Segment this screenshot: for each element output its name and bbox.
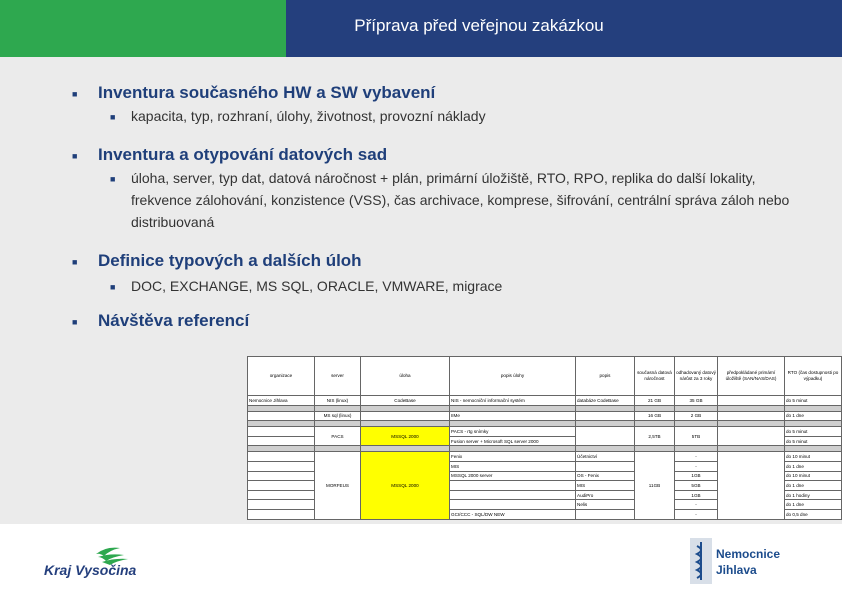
- table-cell: do 1 dne: [785, 500, 842, 510]
- table-cell: PACS: [315, 427, 361, 446]
- table-cell: [248, 411, 315, 421]
- table-header-cell: popis úlohy: [450, 357, 576, 396]
- header-green-block: [0, 0, 286, 57]
- table-cell: NIS (linux): [315, 396, 361, 406]
- table-cell: -: [675, 461, 718, 471]
- table-cell: do 1 dne: [785, 461, 842, 471]
- reference-table: [247, 356, 842, 520]
- table-cell: 5TB: [675, 427, 718, 446]
- table-cell: [248, 461, 315, 471]
- table-cell: 2,5TB: [635, 427, 675, 446]
- table-cell: do 0,5 dne: [785, 509, 842, 519]
- table-cell: GCI/CCC - SQL/DW NEW: [450, 509, 576, 519]
- table-cell: MIS: [450, 461, 576, 471]
- table-cell: AudiPro: [576, 490, 635, 500]
- bullet-subitem: kapacita, typ, rozhraní, úlohy, životnost, provozní náklady: [131, 108, 486, 124]
- bullet-square-icon: ■: [72, 151, 78, 161]
- table-cell: MS sql (linux): [315, 411, 361, 421]
- table-row: [248, 452, 842, 462]
- table-cell: do 1 dne: [785, 481, 842, 491]
- table-row: [248, 427, 842, 437]
- table-cell: [576, 411, 635, 421]
- table-cell: Účetnictví: [576, 452, 635, 462]
- bullet-heading: Inventura současného HW a SW vybavení: [98, 83, 436, 102]
- table-cell: Fusion server + Microsoft SQL server 2000: [450, 436, 576, 446]
- bullet-heading: Návštěva referencí: [98, 311, 250, 330]
- table-cell: do 5 minut: [785, 436, 842, 446]
- table-cell: 11GB: [635, 452, 675, 519]
- table-cell: MSSQL 2000 server: [450, 471, 576, 481]
- table-cell: [576, 461, 635, 471]
- table-cell: 5GB: [675, 481, 718, 491]
- table-cell: 1GB: [675, 471, 718, 481]
- bullet-square-icon: ■: [72, 257, 78, 267]
- table-cell: [718, 452, 785, 519]
- table-cell: do 10 minut: [785, 452, 842, 462]
- bullet-subitem: úloha, server, typ dat, datová náročnost + plán, primární úložiště, RTO, RPO, replika do další lokality, frekvence zálohování, konzistence (VSS), čas archivace, komprese, šifrování, centrální správa záloh nebo distribuovaná: [131, 170, 790, 230]
- table-cell: [718, 396, 785, 406]
- table-cell: [576, 509, 635, 519]
- table-cell: 16 GB: [635, 411, 675, 421]
- nemocnice-jihlava-logo: [690, 538, 790, 584]
- bullet-subitem: DOC, EXCHANGE, MS SQL, ORACLE, VMWARE, migrace: [131, 278, 503, 294]
- table-cell: NIS - nemocniční informační systém: [450, 396, 576, 406]
- kraj-vysocina-wordmark: Kraj Vysočina: [44, 562, 136, 578]
- table-cell: [361, 411, 450, 421]
- table-header-row: [248, 357, 842, 396]
- table-cell: [450, 481, 576, 491]
- table-cell: [248, 471, 315, 481]
- table-cell: [248, 452, 315, 462]
- table-cell: -: [675, 509, 718, 519]
- table-header-cell: úloha: [361, 357, 450, 396]
- table-row: [248, 396, 842, 406]
- table-cell: 2 GB: [675, 411, 718, 421]
- table-cell: -: [675, 500, 718, 510]
- table-cell: CodeBase: [361, 396, 450, 406]
- table-cell: Fenix: [450, 452, 576, 462]
- table-cell: -: [675, 452, 718, 462]
- table-row: [248, 411, 842, 421]
- table-cell: do 1 hodiny: [785, 490, 842, 500]
- bullet-square-icon: ■: [72, 89, 78, 99]
- table-header-cell: organizace: [248, 357, 315, 396]
- jihlava-wordmark: Jihlava: [716, 563, 757, 577]
- table-cell: [576, 427, 635, 446]
- table-cell: [248, 509, 315, 519]
- table-cell: [248, 436, 315, 446]
- nemocnice-wordmark: Nemocnice: [716, 547, 781, 561]
- bullet-square-icon: ■: [110, 282, 116, 292]
- slide-title: Příprava před veřejnou zakázkou: [354, 16, 604, 35]
- table-cell: [248, 427, 315, 437]
- table-cell: Nemocnice Jihlava: [248, 396, 315, 406]
- table-header-cell: server: [315, 357, 361, 396]
- table-cell: [248, 481, 315, 491]
- table-cell: OS - Fenix: [576, 471, 635, 481]
- table-cell: MIS: [576, 481, 635, 491]
- table-cell: [248, 500, 315, 510]
- header-bar: [0, 0, 842, 57]
- table-header-cell: popis: [576, 357, 635, 396]
- table-header-cell: současná datová náročnost: [635, 357, 675, 396]
- table-cell: [248, 490, 315, 500]
- table-header-cell: předpokládané primární úložiště (SAN/NAS/DAS): [718, 357, 785, 396]
- table-cell: PACS - rtg snímky: [450, 427, 576, 437]
- table-cell: do 10 minut: [785, 471, 842, 481]
- table-cell: [450, 490, 576, 500]
- table-cell: do 5 minut: [785, 427, 842, 437]
- table-cell: [718, 411, 785, 421]
- bullet-square-icon: ■: [72, 317, 78, 327]
- kraj-vysocina-logo: [44, 545, 136, 580]
- table-cell: do 5 minut: [785, 396, 842, 406]
- bullet-square-icon: ■: [110, 112, 116, 122]
- table-cell: 35 GB: [675, 396, 718, 406]
- table-cell: 1GB: [675, 490, 718, 500]
- table-header-cell: RTO (čas dostupnosti po výpadku): [785, 357, 842, 396]
- table-header-cell: odhadovaný datový nárůst za 3 roky: [675, 357, 718, 396]
- table-cell: IIMe: [450, 411, 576, 421]
- bullet-square-icon: ■: [110, 174, 116, 184]
- table-cell: [450, 500, 576, 510]
- bullet-heading: Definice typových a dalších úloh: [98, 251, 362, 270]
- table-cell: Nelis: [576, 500, 635, 510]
- table-cell: databáze CodeBase: [576, 396, 635, 406]
- table-cell-highlight: MSSQL 2000: [361, 427, 450, 446]
- table-cell: MORFEUS: [315, 452, 361, 519]
- table-cell: 21 GB: [635, 396, 675, 406]
- table-cell: [718, 427, 785, 446]
- table-cell: do 1 dne: [785, 411, 842, 421]
- bullet-heading: Inventura a otypování datových sad: [98, 145, 388, 164]
- table-cell-highlight: MSSQL 2000: [361, 452, 450, 519]
